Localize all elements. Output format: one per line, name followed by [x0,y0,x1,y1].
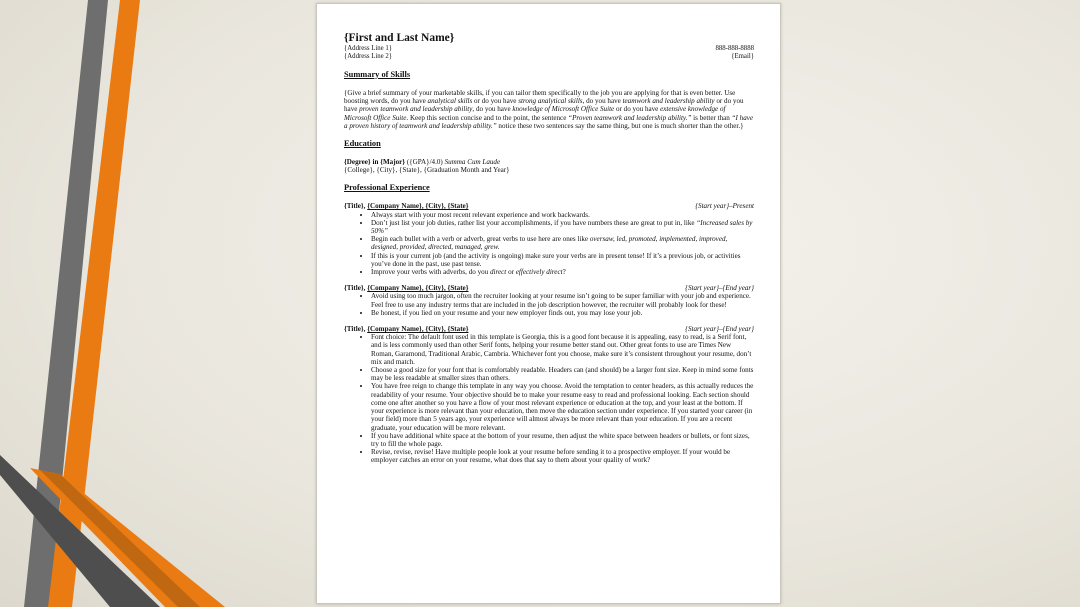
bullet: • Revise, revise, revise! Have multiple people look at your resume before sending it to a prospective employer. If your would be employer catches an error on your resume, what does that say to them about your quality of work? [371,448,754,464]
phone-number: 888-888-8888 [715,45,754,52]
skills-summary: {Give a brief summary of your marketable skills, if you can tailor them specifically to the job you are applying for that is even better. Use boosting words, do you have analytical skills or do you have strong analytical skills, do you have teamwork and leadership ability or do you have proven teamwork and leadership ability, do you have knowledge of Microsoft Office Suite or do you have extensive knowledge of Microsoft Office Suite. Keep this section concise and to the point, the sentence “Proven teamwork and leadership ability.” is better than “I have a proven history of teamwork and leadership ability.” notice these two sentences say the same thing, but one is much shorter than the other.} [344,89,754,130]
job-header: {Title}, {Company Name}, {City}, {State} {Start year}–{End year} [344,284,754,293]
bullet: • Font choice: The default font used in this template is Georgia, this is a good font because it is appealing, easy to read, is a Serif font, and is less commonly used than other Serif fonts, helping your resume better stand out. Other great fonts to use are Times New Roman, Garamond, Traditional Arabic, Cambria. Whichever font you choose, make sure it’s consistent throughout your resume, don’t mix and match. [371,333,754,366]
job-bullets [344,333,754,464]
job-entry [344,202,754,276]
bullet: • If this is your current job (and the activity is ongoing) make sure your verbs are in present tense! If it’s a previous job, or activities you’ve done in the past, use past tense. [371,252,754,268]
bullet: • Always start with your most recent relevant experience and work backwards. [371,211,754,219]
job-bullets [344,292,754,317]
address-row-2 [344,53,754,61]
college-line: {College}, {City}, {State}, {Graduation Month and Year} [344,166,510,175]
job-bullets [344,211,754,277]
job-dates: {Start year}–Present [695,202,754,211]
resume-page [316,3,781,604]
bullet: • Avoid using too much jargon, often the recruiter looking at your resume isn’t going to be super familiar with your job and experience. Feel free to use any industry terms that are included in the job description however, the recruiter will probably look for these! [371,292,754,308]
bullet: • Begin each bullet with a verb or adverb, great verbs to use here are ones like oversaw, led, promoted, implemented, improved, designed, provided, directed, managed, grew. [371,235,754,251]
bullet: • Choose a good size for your font that is comfortably readable. Headers can (and should) be a larger font size. Keep in mind some fonts may be less readable at smaller sizes than others. [371,366,754,382]
address-row-1 [344,45,754,53]
education-heading: Education [344,139,381,149]
skills-heading: Summary of Skills [344,70,411,79]
job-dates: {Start year}–{End year} [685,284,754,293]
bullet: • Improve your verbs with adverbs, do you direct or effectively direct? [371,268,754,276]
job-entry [344,284,754,317]
address-line-1: {Address Line 1} [344,45,393,52]
bullet: • You have free reign to change this template in any way you choose. Avoid the temptation to center headers, as this actually reduces the readability of your resume. Your objective should be to make your resume easy to read and professional looking. Each section should come one after another so you have a flow of your most relevant experience or education at the top, and your least at the bottom. If your experience is more relevant than your education, then move the education section under experience. If you started your career (in your field) more than 5 years ago, your experience will almost always be more relevant than your education. If you are a recent graduate, your education will be more relevant. [371,382,754,431]
resume-name: {First and Last Name} [344,32,455,44]
bullet: • Be honest, if you lied on your resume and your new employer finds out, you may lose your job. [371,309,754,317]
email: {Email} [731,53,754,60]
job-entry [344,325,754,464]
job-header: {Title}, {Company Name}, {City}, {State} {Start year}–{End year} [344,325,754,334]
job-dates: {Start year}–{End year} [685,325,754,334]
degree-line: {Degree} in {Major} ({GPA}/4.0) Summa Cum Laude [344,158,501,167]
address-line-2: {Address Line 2} [344,53,393,60]
experience-heading: Professional Experience [344,183,430,193]
bullet: • If you have additional white space at the bottom of your resume, then adjust the white space between headers or bullets, or font sizes, try to fill the whole page. [371,432,754,448]
job-header: {Title}, {Company Name}, {City}, {State} {Start year}–Present [344,202,754,211]
bullet: • Don’t just list your job duties, rather list your accomplishments, if you have numbers these are great to put in, like “Increased sales by 50%” [371,219,754,235]
